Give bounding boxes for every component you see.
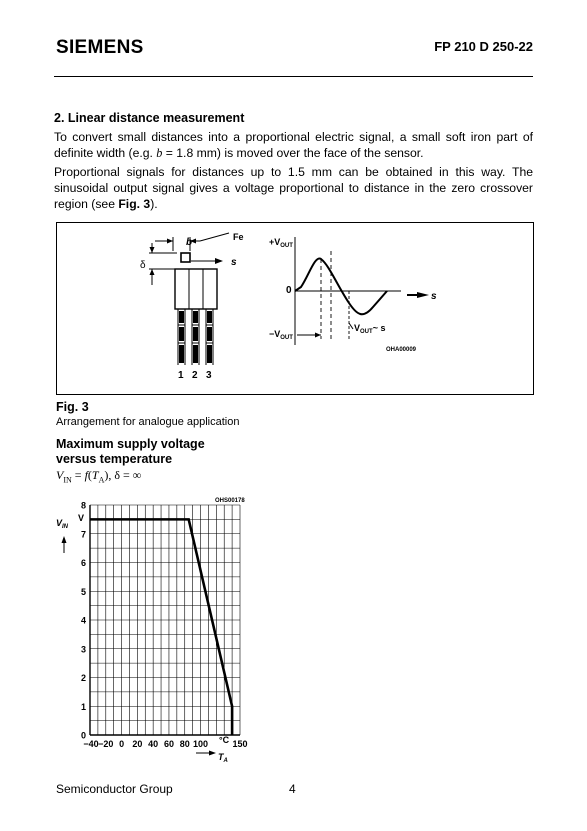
label-minus-vout: $-V_{OUT}$ — [269, 329, 293, 341]
y-tick-label: 7 — [80, 529, 86, 540]
figure-caption: Fig. 3 — [56, 400, 89, 414]
label-fe: Fe — [233, 232, 244, 242]
y-tick-label: 3 — [80, 644, 86, 655]
chart-formula: $V_{IN} = f(T_A)$, δ = ∞ — [56, 468, 142, 485]
page-number: 4 — [289, 782, 296, 796]
y-tick-label: 8 — [80, 500, 86, 511]
x-tick-label: 60 — [163, 739, 174, 749]
y-tick-label: 1 — [80, 701, 86, 712]
x-tick-label: 40 — [148, 739, 159, 749]
pin-1: 1 — [178, 370, 184, 381]
y-axis-label: $V_{IN}$ — [56, 518, 69, 530]
label-s-sensor: s — [231, 257, 237, 268]
chart-grid — [90, 505, 240, 735]
siemens-logo: SIEMENS — [56, 37, 144, 58]
paragraph-1: To convert small distances into a proportional electric signal, a small soft iron part of definite width (e.g. b = 1.8 mm) is moved over the face of the sensor. — [54, 130, 533, 160]
label-plus-vout: $+V_{OUT}$ — [269, 237, 293, 249]
pin-3: 3 — [206, 370, 212, 381]
chart-title: Maximum supply voltage versus temperature — [56, 437, 205, 466]
section-heading: 2. Linear distance measurement — [54, 111, 245, 125]
x-axis-label: $T_A$ — [218, 752, 228, 764]
y-tick-label: 5 — [80, 586, 86, 597]
y-tick-label: 6 — [80, 558, 86, 568]
x-tick-label: 150 — [232, 739, 248, 749]
x-tick-label: 0 — [119, 739, 125, 749]
y-tick-label: 2 — [80, 673, 86, 683]
x-axis-arrow-head — [209, 751, 216, 756]
x-tick-label: 20 — [132, 739, 143, 749]
x-axis-unit: °C — [219, 735, 230, 745]
x-tick-label: 80 — [179, 739, 190, 749]
paragraph-2: Proportional signals for distances up to 1.5 mm can be obtained in this way. The sinusoidal output signal gives a voltage proportional to distance in the zero crossover region (see Fig. 3). — [54, 165, 533, 211]
chart-code: OHS00178 — [215, 498, 245, 504]
y-axis-arrow-head — [62, 536, 67, 543]
y-axis-unit: V — [78, 513, 85, 523]
document-id: FP 210 D 250-22 — [434, 39, 533, 54]
x-tick-label: 100 — [193, 739, 209, 749]
x-tick-label: −40 — [83, 739, 99, 749]
label-zero: 0 — [286, 285, 292, 296]
label-s-signal: s — [431, 291, 437, 302]
pin-2: 2 — [192, 370, 198, 381]
footer-company: Semiconductor Group — [56, 782, 173, 796]
x-tick-label: −20 — [98, 739, 114, 749]
figure-code: OHA00009 — [386, 347, 417, 353]
figure-subcaption: Arrangement for analogue application — [56, 416, 240, 428]
label-delta: δ — [140, 260, 146, 271]
label-vout-prop-s: $V_{OUT}\sim$ s — [354, 323, 386, 335]
y-tick-label: 0 — [80, 730, 86, 741]
label-b: b — [186, 237, 193, 248]
y-tick-label: 4 — [80, 615, 86, 626]
